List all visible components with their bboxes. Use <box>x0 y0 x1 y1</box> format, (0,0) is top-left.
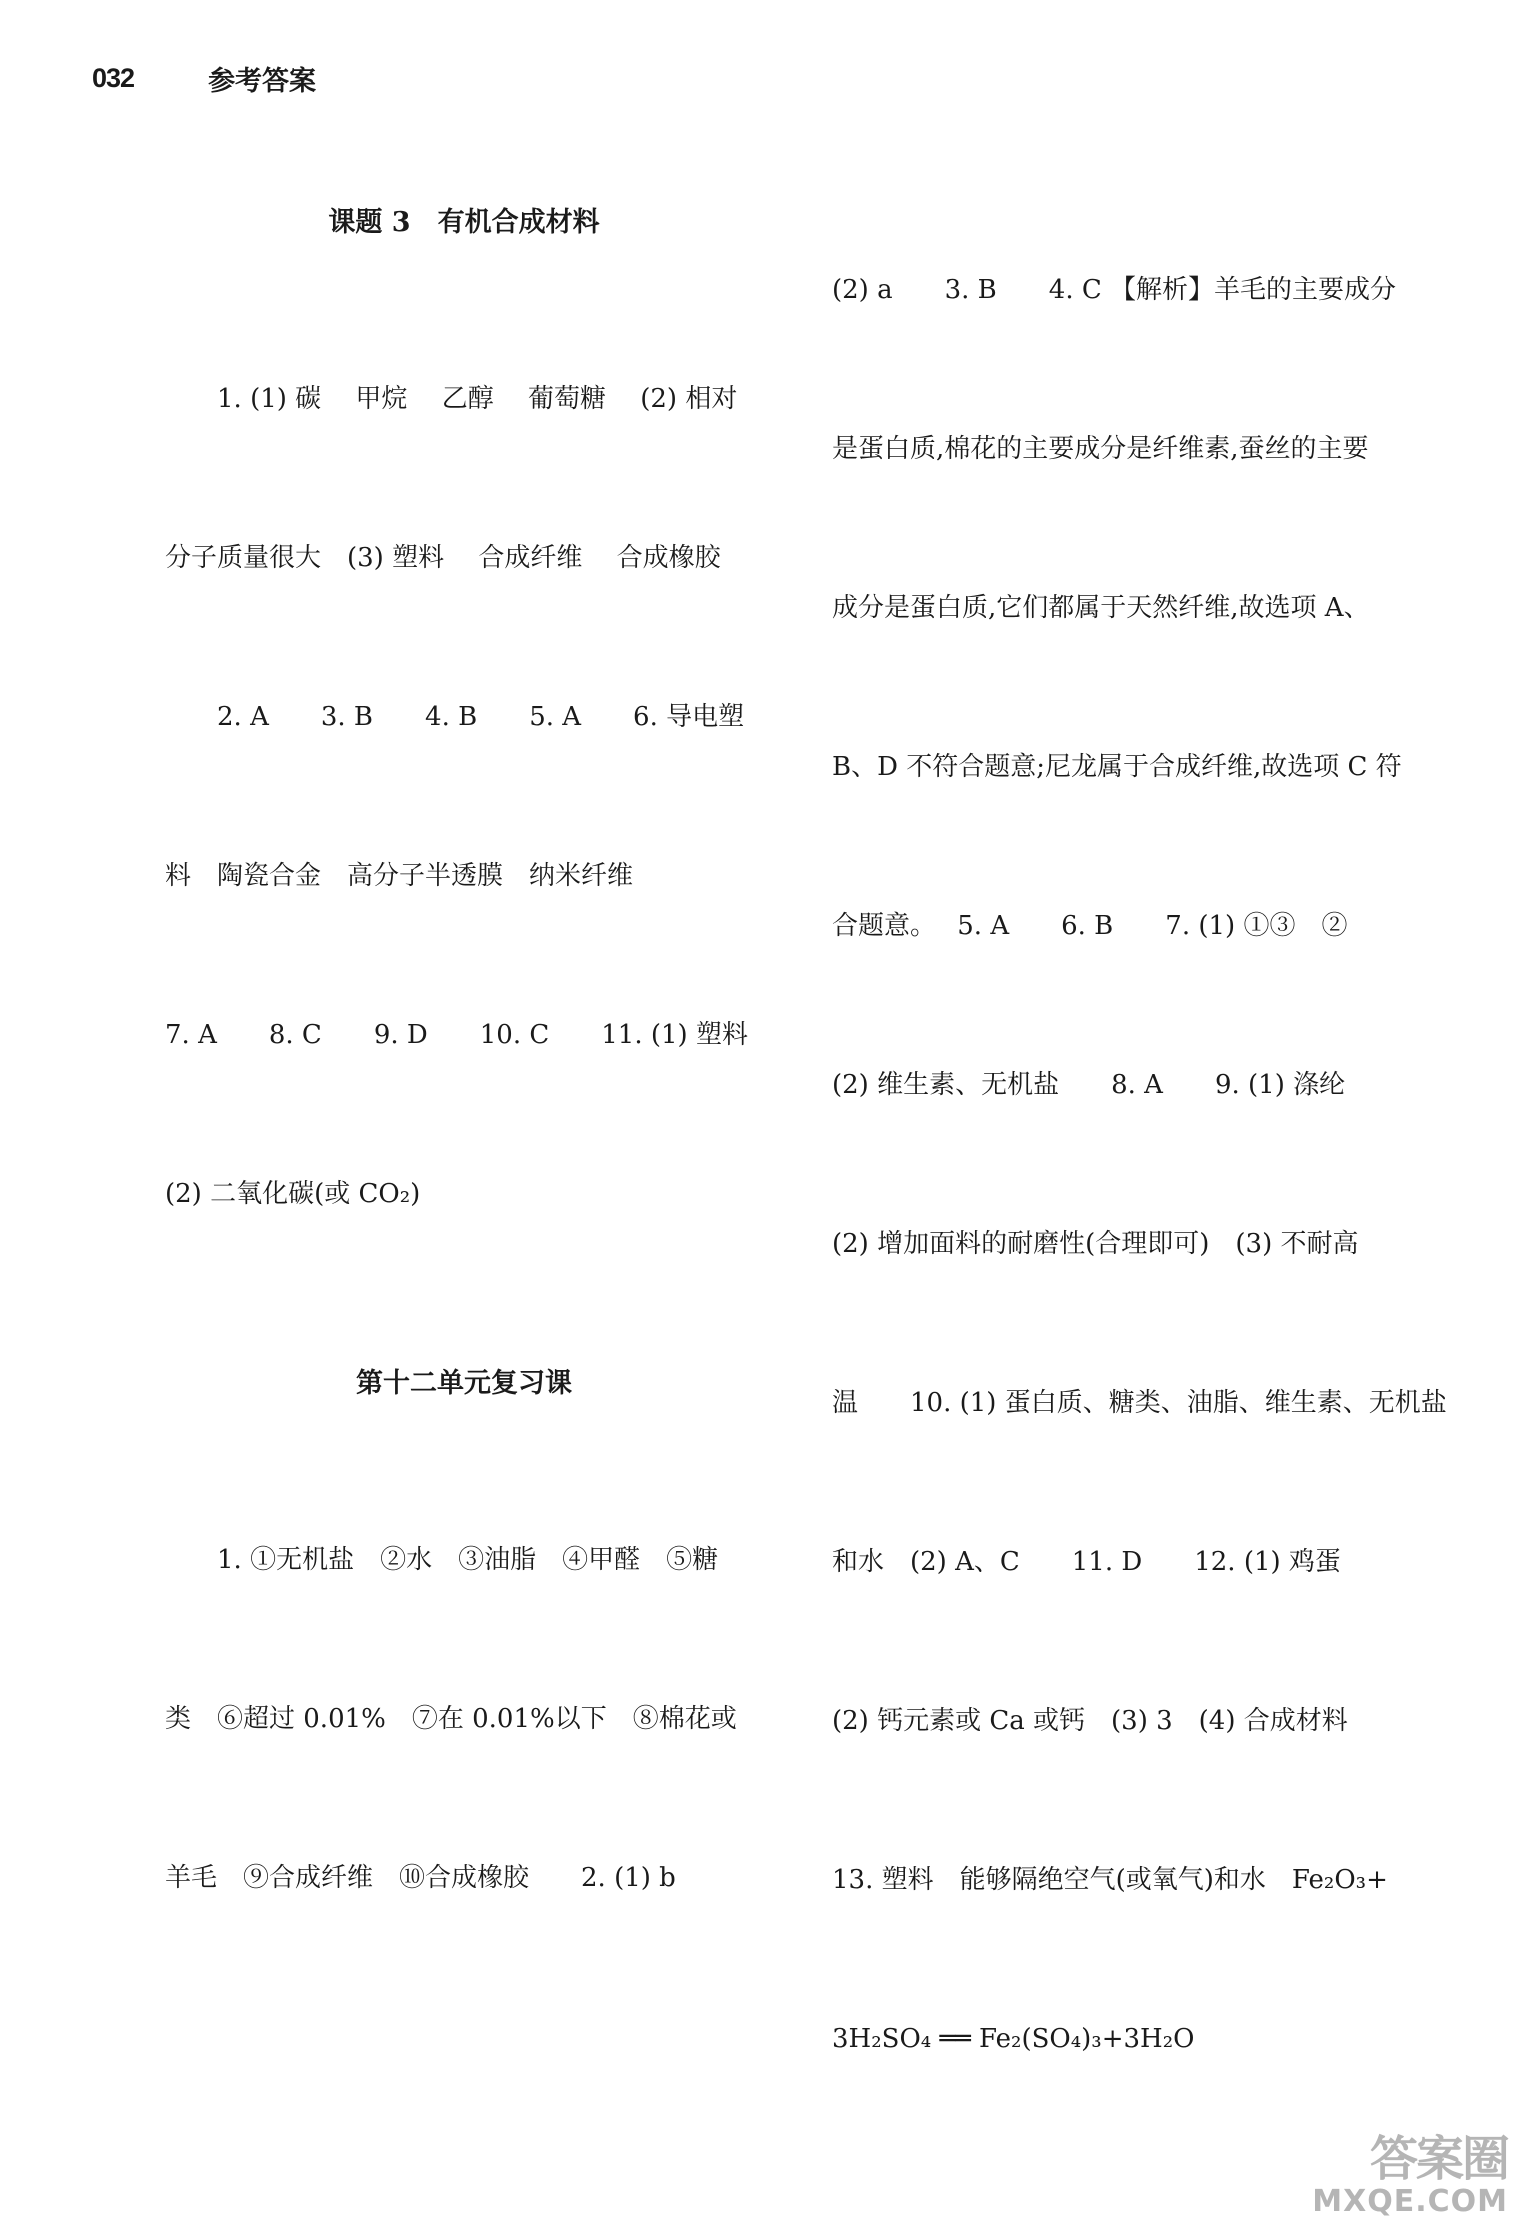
watermark-logo <box>1312 2131 1508 2219</box>
page-number: 032 <box>92 62 135 93</box>
answer-line: 类 ⑥超过 0.01% ⑦在 0.01%以下 ⑧棉花或 <box>165 1704 737 1734</box>
left-column <box>165 162 763 2011</box>
answers-continued <box>832 158 1447 2172</box>
page-header <box>92 58 316 98</box>
answer-line: 羊毛 ⑨合成纤维 ⑩合成橡胶 2. (1) b <box>165 1863 676 1893</box>
answer-line: 温 10. (1) 蛋白质、糖类、油脂、维生素、无机盐 <box>832 1388 1447 1418</box>
watermark-url: MXQE.COM <box>1312 2184 1508 2219</box>
answer-line: 是蛋白质,棉花的主要成分是纤维素,蚕丝的主要 <box>832 434 1369 464</box>
answer-line: 和水 (2) A、C 11. D 12. (1) 鸡蛋 <box>832 1547 1341 1577</box>
section-title-lesson3: 课题 3 有机合成材料 <box>328 207 600 238</box>
answer-line: 合题意。 5. A 6. B 7. (1) ①③ ② <box>832 911 1348 941</box>
answer-line: (2) 增加面料的耐磨性(合理即可) (3) 不耐高 <box>832 1229 1359 1259</box>
section-title-unit12-review: 第十二单元复习课 <box>356 1368 572 1399</box>
running-title: 参考答案 <box>208 65 317 97</box>
answer-line: (2) 二氧化碳(或 CO₂) <box>165 1179 421 1209</box>
answer-line: (2) 维生素、无机盐 8. A 9. (1) 涤纶 <box>832 1070 1346 1100</box>
answer-line: (2) a 3. B 4. C 【解析】羊毛的主要成分 <box>832 275 1397 305</box>
right-column <box>832 158 1447 2172</box>
answer-line: 3H₂SO₄ ══ Fe₂(SO₄)₃+3H₂O <box>832 2024 1195 2054</box>
answer-line: 成分是蛋白质,它们都属于天然纤维,故选项 A、 <box>832 593 1370 623</box>
answers-lesson3 <box>165 267 763 1327</box>
answer-line: 1. ①无机盐 ②水 ③油脂 ④甲醛 ⑤糖 <box>217 1545 719 1575</box>
answer-line: 1. (1) 碳 甲烷 乙醇 葡萄糖 (2) 相对 <box>217 384 738 414</box>
answer-line: B、D 不符合题意;尼龙属于合成纤维,故选项 C 符 <box>832 752 1402 782</box>
answer-line: 2. A 3. B 4. B 5. A 6. 导电塑 <box>217 702 745 732</box>
answer-line: 7. A 8. C 9. D 10. C 11. (1) 塑料 <box>165 1020 748 1050</box>
answer-line: 13. 塑料 能够隔绝空气(或氧气)和水 Fe₂O₃+ <box>832 1865 1388 1895</box>
answer-line: 料 陶瓷合金 高分子半透膜 纳米纤维 <box>165 861 634 891</box>
answers-unit12-review <box>165 1428 763 2011</box>
answer-line: (2) 钙元素或 Ca 或钙 (3) 3 (4) 合成材料 <box>832 1706 1348 1736</box>
answer-line: 分子质量很大 (3) 塑料 合成纤维 合成橡胶 <box>165 543 721 573</box>
watermark-glyphs: 答案圈 <box>1369 2131 1508 2187</box>
